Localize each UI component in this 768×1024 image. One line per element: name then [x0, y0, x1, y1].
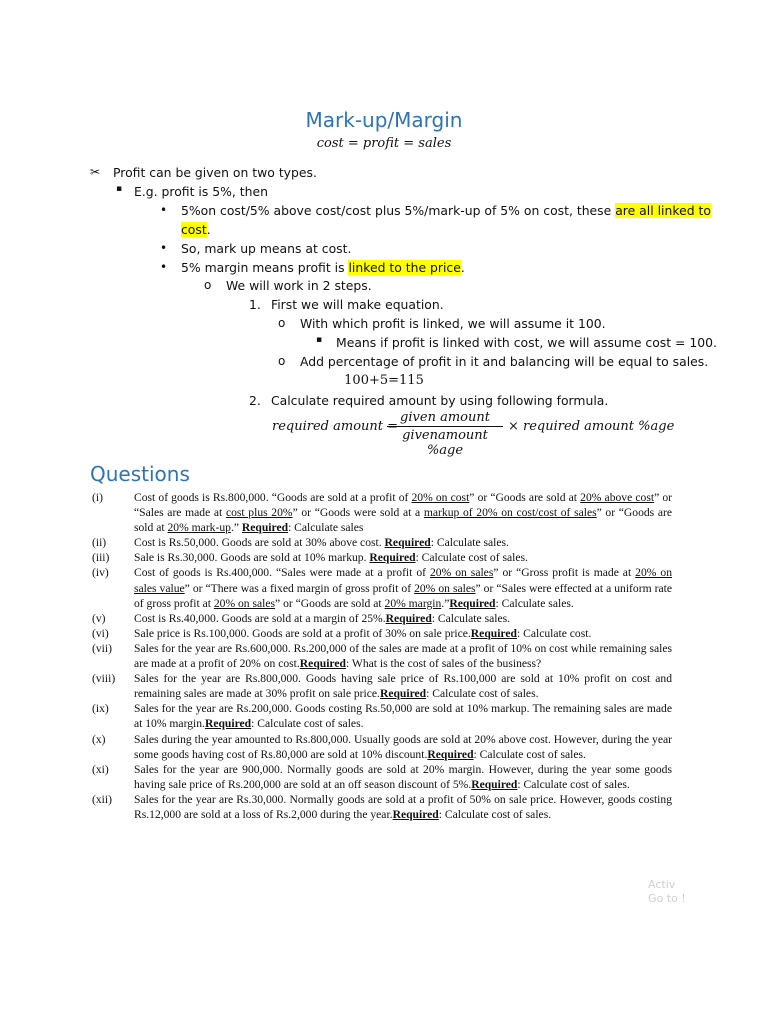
question-text: Cost of goods is Rs.400,000. “Sales were made at a profit of 20% on sales” or “Gross profit is made at 20% on sales value” or “There was a fixed margin of gross profit of 20% on sales” or “Sales were effected at a uniform rate of gross profit at 20% on sales” or “Goods are sold at 20% margin.”Required: Calculate sales.: [134, 566, 672, 610]
question-text: Cost is Rs.40,000. Goods are sold at a margin of 25%.Required: Calculate sales.: [134, 611, 511, 625]
question-item: [92, 641, 672, 671]
question-item: [92, 611, 672, 626]
question-text: Sale price is Rs.100,000. Goods are sold at a profit of 30% on sale price.Required: Calculate cost.: [134, 626, 592, 640]
formula-lhs: required amount =: [272, 419, 399, 434]
question-item: [92, 490, 672, 535]
bullet-profit-types: Profit can be given on two types.: [113, 165, 317, 180]
question-number: (ix): [92, 702, 109, 716]
question-item: [92, 732, 672, 762]
question-text: Sales for the year are Rs.30,000. Normally goods are sold at a profit of 50% on sale price. However, goods costing Rs.12,000 are sold at a loss of Rs.2,000 during the year.Required: Calculate cost of sales.: [134, 792, 672, 821]
question-text: Sale is Rs.30,000. Goods are sold at 10% markup. Required: Calculate cost of sales.: [134, 551, 528, 565]
question-number: (v): [92, 611, 106, 625]
scissors-bullet-icon: ✂: [90, 165, 101, 179]
step2-text: Calculate required amount by using following formula.: [271, 393, 609, 408]
formula-denominator: givenamount %age: [402, 428, 488, 458]
question-item: [92, 550, 672, 565]
square-bullet-icon: ▪: [116, 184, 123, 194]
question-number: (iv): [92, 566, 109, 580]
question-item: [92, 535, 672, 550]
equation: 100+5=115: [344, 373, 424, 388]
question-item: [92, 792, 672, 822]
question-text: Sales for the year are 900,000. Normally goods are sold at 20% margin. However, during the year some goods having sale price of Rs.200,000 are sold at an off season discount of 5%.Required: Calculate cost of sales.: [134, 762, 672, 791]
question-number: (vii): [92, 641, 112, 655]
bullet-two-steps: We will work in 2 steps.: [226, 278, 372, 293]
dot-bullet-icon: •: [160, 203, 168, 217]
activate-watermark[interactable]: Activ Go to !: [648, 878, 686, 905]
step1a-i-text: Means if profit is linked with cost, we will assume cost = 100.: [336, 335, 717, 350]
bullet-example: E.g. profit is 5%, then: [134, 184, 268, 199]
question-number: (xi): [92, 762, 109, 776]
question-number: (iii): [92, 551, 110, 565]
step1b-text: Add percentage of profit in it and balancing will be equal to sales.: [300, 354, 709, 369]
step1-number: 1.: [249, 297, 261, 312]
question-number: (xii): [92, 792, 112, 806]
step1-text: First we will make equation.: [271, 297, 444, 312]
question-text: Cost is Rs.50,000. Goods are sold at 30% above cost. Required: Calculate sales.: [134, 536, 509, 550]
question-text: Cost of goods is Rs.800,000. “Goods are sold at a profit of 20% on cost” or “Goods are sold at 20% above cost” or “Sales are made at cost plus 20%” or “Goods were sold at a markup of 20% on cost/cost of sales” or “Goods are sold at 20% mark-up.” Required: Calculate sales: [134, 491, 673, 535]
circle-bullet-icon: o: [278, 354, 286, 368]
formula-rhs: × required amount %age: [508, 419, 675, 434]
question-text: Sales for the year are Rs.800,000. Goods having sale price of Rs.100,000 are sold at 10% profit on cost and remaining sales are made at 30% profit on sale price.Required: Calculate cost of sales.: [134, 672, 672, 701]
question-text: Sales during the year amounted to Rs.800,000. Usually goods are sold at 20% above cost. However, during the year some goods having cost of Rs.80,000 are sold at 10% discount.Required: Calculate cost of sales.: [134, 732, 672, 761]
question-number: (ii): [92, 536, 107, 550]
question-number: (i): [92, 491, 103, 504]
highlight-linked-to-price: linked to the price: [348, 260, 461, 275]
circle-bullet-icon: o: [204, 278, 212, 292]
question-item: [92, 671, 672, 701]
bullet-markup-at-cost: So, mark up means at cost.: [181, 241, 352, 256]
question-number: (vi): [92, 626, 109, 640]
bullet-margin-price: 5% margin means profit is linked to the price.: [181, 260, 465, 275]
step2-number: 2.: [249, 393, 261, 408]
question-item: [92, 565, 672, 610]
question-item: [92, 626, 672, 641]
question-item: [92, 701, 672, 731]
formula-fraction: [387, 410, 503, 458]
question-number: (viii): [92, 672, 116, 686]
questions-list: [92, 490, 672, 822]
step1a-text: With which profit is linked, we will assume it 100.: [300, 316, 606, 331]
question-text: Sales for the year are Rs.200,000. Goods costing Rs.50,000 are sold at 10% markup. The remaining sales are made at 10% margin.Required: Calculate cost of sales.: [134, 702, 672, 731]
question-text: Sales for the year are Rs.600,000. Rs.200,000 of the sales are made at a profit of 10% on cost while remaining sales are made at a profit of 20% on cost.Required: What is the cost of sales of the business?: [134, 641, 672, 671]
formula-numerator: given amount: [387, 410, 503, 427]
questions-heading: Questions: [90, 462, 190, 486]
page-title: Mark-up/Margin: [305, 108, 463, 132]
square-bullet-icon: ▪: [316, 335, 323, 345]
question-number: (x): [92, 732, 106, 746]
dot-bullet-icon: •: [160, 260, 168, 274]
circle-bullet-icon: o: [278, 316, 286, 330]
bullet-linked-to-cost: 5%on cost/5% above cost/cost plus 5%/mark-up of 5% on cost, these are all linked to: [181, 203, 711, 218]
dot-bullet-icon: •: [160, 241, 168, 255]
top-formula: cost = profit = sales: [316, 136, 452, 151]
highlight-linked-to-cost: are all linked to: [615, 203, 711, 218]
bullet-linked-to-cost-cont: cost.: [181, 222, 211, 237]
question-item: [92, 762, 672, 792]
